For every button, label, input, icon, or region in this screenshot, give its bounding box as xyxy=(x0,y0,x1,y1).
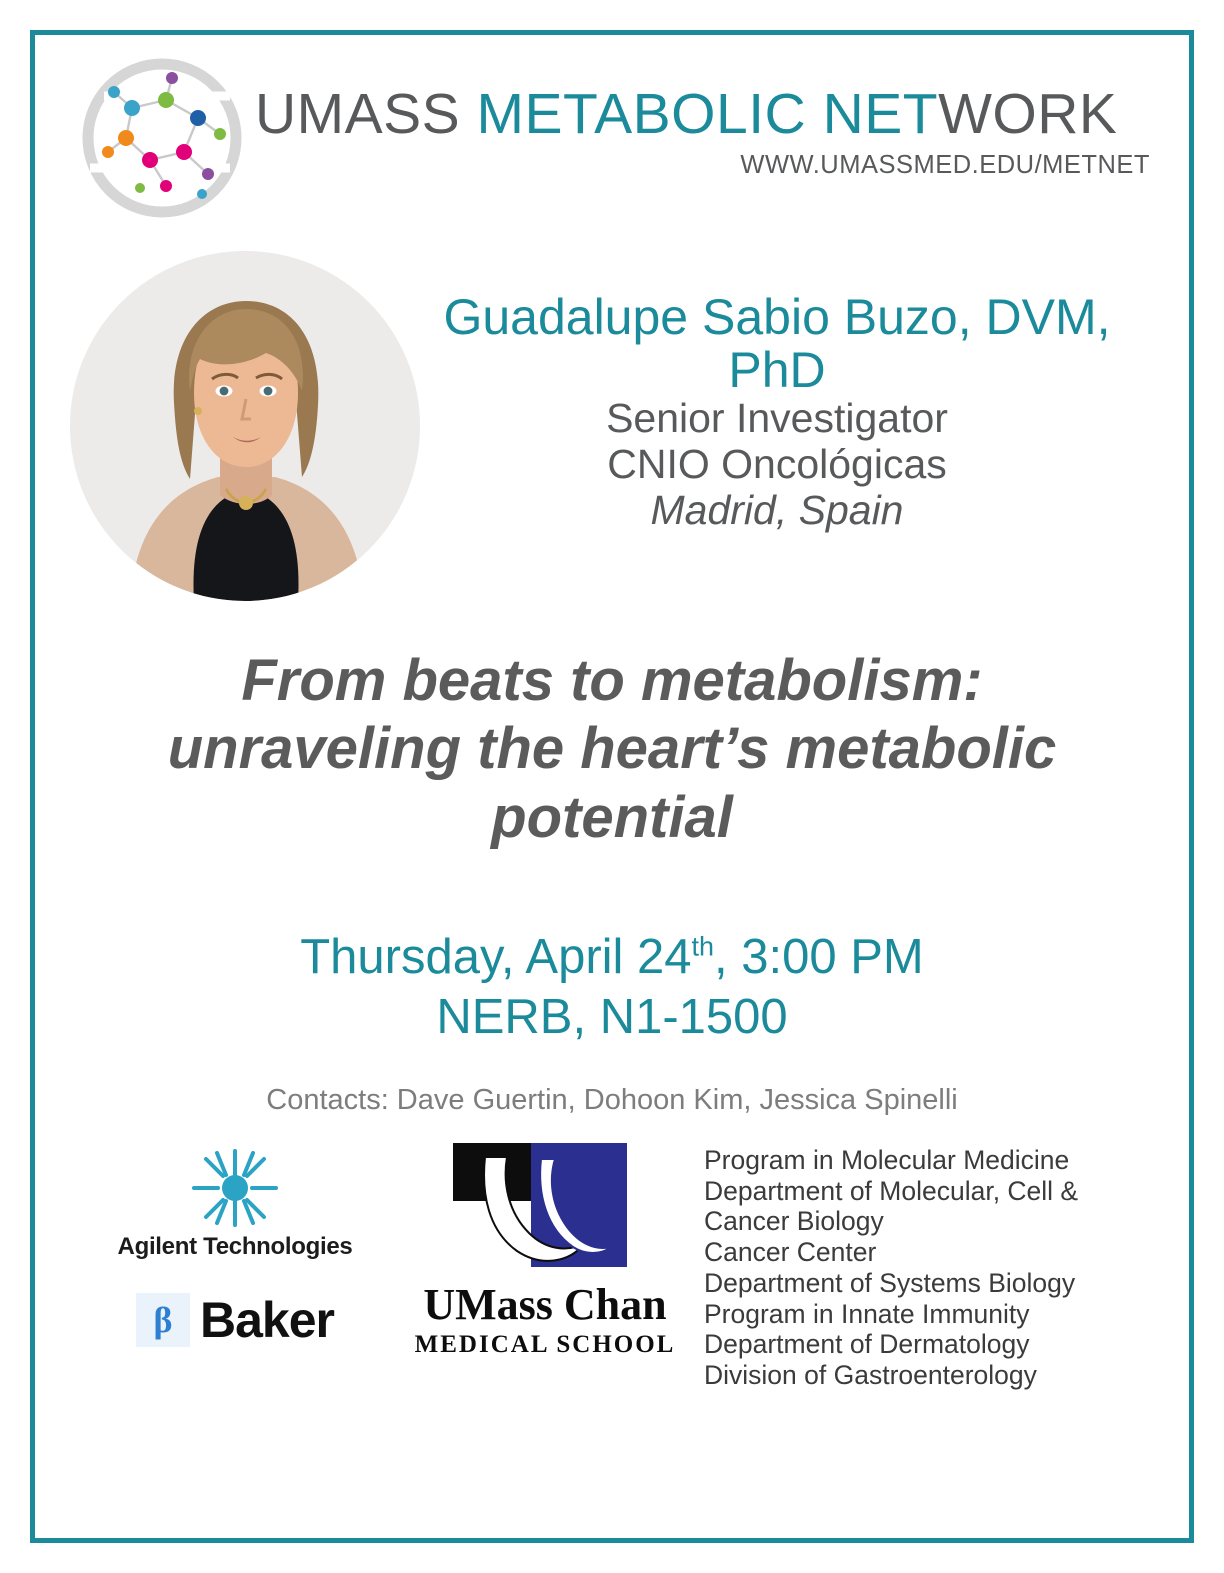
avatar xyxy=(70,251,420,601)
sponsor-logos xyxy=(70,1139,400,1349)
poster-footer xyxy=(70,1139,1154,1391)
agilent-starburst-icon xyxy=(180,1145,290,1231)
umass-chan-wordmark: UMass Chan xyxy=(423,1279,667,1329)
event-details xyxy=(70,928,1154,1048)
poster-content xyxy=(30,30,1194,1543)
brand-word-metabolic: METABOLIC xyxy=(476,82,807,146)
department-list xyxy=(690,1139,1154,1391)
network-nodes-circle-icon xyxy=(80,56,245,221)
department-line: Program in Innate Immunity xyxy=(704,1298,1030,1329)
agilent-wordmark: Agilent Technologies xyxy=(117,1232,353,1260)
event-date: Thursday, April 24 xyxy=(300,930,692,985)
brand-title xyxy=(255,82,1154,146)
department-line: Division of Gastroenterology xyxy=(704,1359,1037,1390)
speaker-affiliation: CNIO Oncológicas xyxy=(607,440,947,487)
portrait-wrap xyxy=(70,247,420,601)
brand-word-umass: UMASS xyxy=(255,82,461,146)
department-line: Department of Molecular, Cell & xyxy=(704,1175,1079,1206)
umass-chan-logo xyxy=(400,1139,690,1359)
baker-logo xyxy=(136,1291,334,1349)
event-time: , 3:00 PM xyxy=(714,930,924,985)
umass-chan-shield-icon xyxy=(445,1139,645,1279)
department-line: Program in Molecular Medicine xyxy=(704,1144,1070,1175)
brand-word-work: WORK xyxy=(938,82,1118,146)
speaker-location: Madrid, Spain xyxy=(650,486,904,533)
brand-url: WWW.UMASSMED.EDU/METNET xyxy=(740,151,1150,179)
baker-b-icon: β xyxy=(136,1293,190,1347)
speaker-title: Senior Investigator xyxy=(606,395,948,441)
page-title: From beats to metabolism: unraveling the heart’s metabolic potential xyxy=(167,648,1057,850)
baker-wordmark: Baker xyxy=(200,1291,334,1348)
brand-word-net: NET xyxy=(822,82,939,146)
poster-header xyxy=(70,42,1154,221)
speaker-info xyxy=(420,247,1154,534)
department-line: Department of Dermatology xyxy=(704,1329,1030,1360)
department-line: Cancer Biology xyxy=(704,1206,884,1237)
speaker-name: Guadalupe Sabio Buzo, DVM, PhD xyxy=(443,289,1111,398)
department-line: Department of Systems Biology xyxy=(704,1267,1076,1298)
brand-text-block xyxy=(245,56,1154,180)
contacts-line: Contacts: Dave Guertin, Dohoon Kim, Jessica Spinelli xyxy=(266,1083,958,1116)
event-datetime xyxy=(70,928,1154,988)
speaker-block xyxy=(70,247,1154,601)
department-line: Cancer Center xyxy=(704,1237,877,1268)
event-venue: NERB, N1-1500 xyxy=(436,990,788,1045)
event-date-suffix: th xyxy=(691,931,715,962)
umass-chan-subtitle: MEDICAL SCHOOL xyxy=(414,1330,676,1358)
